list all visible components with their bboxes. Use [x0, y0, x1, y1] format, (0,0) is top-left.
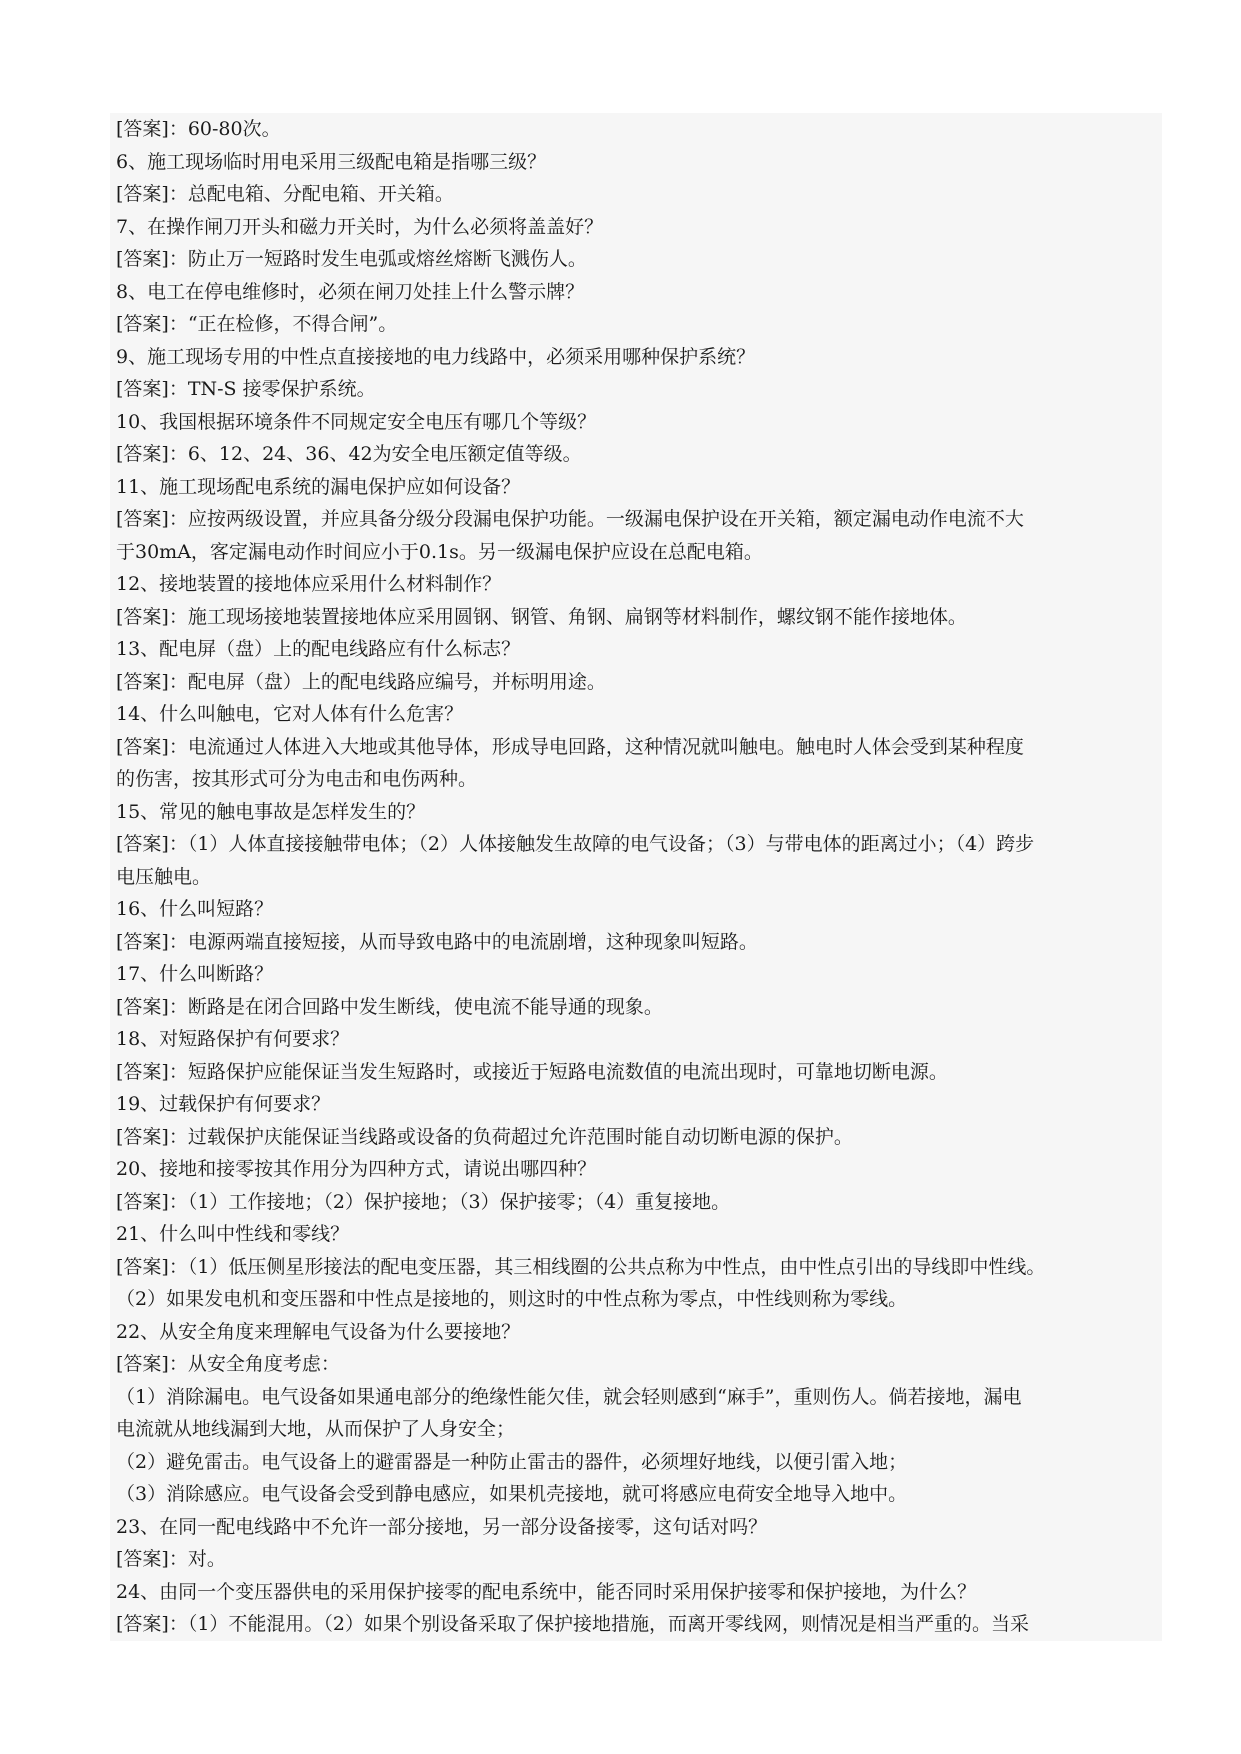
- text-line: 23、在同一配电线路中不允许一部分接地，另一部分设备接零，这句话对吗？: [116, 1515, 768, 1538]
- text-line: [答案]：配电屏（盘）上的配电线路应编号，并标明用途。: [116, 670, 606, 693]
- text-line: 16、什么叫短路？: [116, 898, 274, 920]
- text-line: [答案]：电流通过人体进入大地或其他导体，形成导电回路，这种情况就叫触电。触电时人体会受到某种程度: [116, 735, 1024, 758]
- text-line: 电压触电。: [116, 865, 212, 888]
- text-line: [答案]：（1）低压侧星形接法的配电变压器，其三相线圈的公共点称为中性点，由中性点引出的导线即中性线。: [116, 1255, 1046, 1278]
- text-line: [答案]：（1）不能混用。（2）如果个别设备采取了保护接地措施，而离开零线网，则情况是相当严重的。当采: [116, 1613, 1030, 1635]
- text-line: 19、过载保护有何要求？: [116, 1093, 331, 1115]
- text-line: [答案]：短路保护应能保证当发生短路时，或接近于短路电流数值的电流出现时，可靠地切断电源。: [116, 1060, 948, 1083]
- text-line: [答案]：对。: [116, 1548, 226, 1570]
- text-line: 9、施工现场专用的中性点直接接地的电力线路中，必须采用哪种保护系统？: [116, 345, 756, 368]
- text-line: 12、接地装置的接地体应采用什么材料制作？: [116, 573, 502, 595]
- text-line: 17、什么叫断路？: [116, 963, 274, 985]
- text-line: [答案]：应按两级设置，并应具备分级分段漏电保护功能。一级漏电保护设在开关箱，额定漏电动作电流不大: [116, 508, 1024, 530]
- text-line: 14、什么叫触电，它对人体有什么危害？: [116, 703, 464, 725]
- text-line: [答案]：断路是在闭合回路中发生断线，使电流不能导通的现象。: [116, 995, 663, 1018]
- text-line: 8、电工在停电维修时，必须在闸刀处挂上什么警示牌？: [116, 280, 585, 303]
- text-line: （2）避免雷击。电气设备上的避雷器是一种防止雷击的器件，必须埋好地线，以便引雷入地；: [116, 1450, 908, 1473]
- text-line: [答案]：防止万一短路时发生电弧或熔丝熔断飞溅伤人。: [116, 248, 587, 270]
- text-line: 21、什么叫中性线和零线？: [116, 1223, 350, 1245]
- text-line: [答案]：（1）工作接地；（2）保护接地；（3）保护接零；（4）重复接地。: [116, 1190, 731, 1213]
- text-line: 20、接地和接零按其作用分为四种方式，请说出哪四种？: [116, 1158, 597, 1180]
- text-line: （3）消除感应。电气设备会受到静电感应，如果机壳接地，就可将感应电荷安全地导入地中。: [116, 1483, 908, 1505]
- text-line: 15、常见的触电事故是怎样发生的？: [116, 800, 426, 823]
- text-line: [答案]：总配电箱、分配电箱、开关箱。: [116, 183, 454, 205]
- text-line: （2）如果发电机和变压器和中性点是接地的，则这时的中性点称为零点，中性线则称为零线。: [116, 1288, 908, 1310]
- text-line: 24、由同一个变压器供电的采用保护接零的配电系统中，能否同时采用保护接零和保护接地，为什么？: [116, 1580, 977, 1603]
- text-line: 6、施工现场临时用电采用三级配电箱是指哪三级？: [116, 150, 547, 173]
- text-line: [答案]：（1）人体直接接触带电体；（2）人体接触发生故障的电气设备；（3）与带电体的距离过小；（4）跨步: [116, 833, 1035, 855]
- text-line: 22、从安全角度来理解电气设备为什么要接地？: [116, 1320, 521, 1343]
- text-line: [答案]：TN-S 接零保护系统。: [116, 378, 376, 400]
- text-line: 11、施工现场配电系统的漏电保护应如何设备？: [116, 475, 521, 498]
- document-body: [110, 113, 1162, 1641]
- text-line: （1）消除漏电。电气设备如果通电部分的绝缘性能欠佳，就会轻则感到“麻手”，重则伤人。倘若接地，漏电: [116, 1385, 1022, 1408]
- text-line: 18、对短路保护有何要求？: [116, 1028, 350, 1050]
- text-line: [答案]：过载保护庆能保证当线路或设备的负荷超过允许范围时能自动切断电源的保护。: [116, 1125, 853, 1148]
- text-line: 于30mA，客定漏电动作时间应小于0.1s。另一级漏电保护应设在总配电箱。: [116, 540, 763, 563]
- text-line: 10、我国根据环境条件不同规定安全电压有哪几个等级？: [116, 410, 597, 433]
- text-line: [答案]：“正在检修，不得合闸”。: [116, 313, 398, 335]
- text-line: 电流就从地线漏到大地，从而保护了人身安全；: [116, 1418, 516, 1440]
- text-line: [答案]：施工现场接地装置接地体应采用圆钢、钢管、角钢、扁钢等材料制作，螺纹钢不能作接地体。: [116, 605, 967, 628]
- text-line: [答案]：从安全角度考虑：: [116, 1353, 340, 1375]
- text-line: 13、配电屏（盘）上的配电线路应有什么标志？: [116, 638, 521, 660]
- text-line: 7、在操作闸刀开头和磁力开关时，为什么必须将盖盖好？: [116, 215, 604, 238]
- text-line: 的伤害，按其形式可分为电击和电伤两种。: [116, 768, 478, 790]
- text-line: [答案]：60-80次。: [116, 118, 281, 140]
- text-line: [答案]：电源两端直接短接，从而导致电路中的电流剧增，这种现象叫短路。: [116, 930, 758, 953]
- text-line: [答案]：6、12、24、36、42为安全电压额定值等级。: [116, 443, 582, 465]
